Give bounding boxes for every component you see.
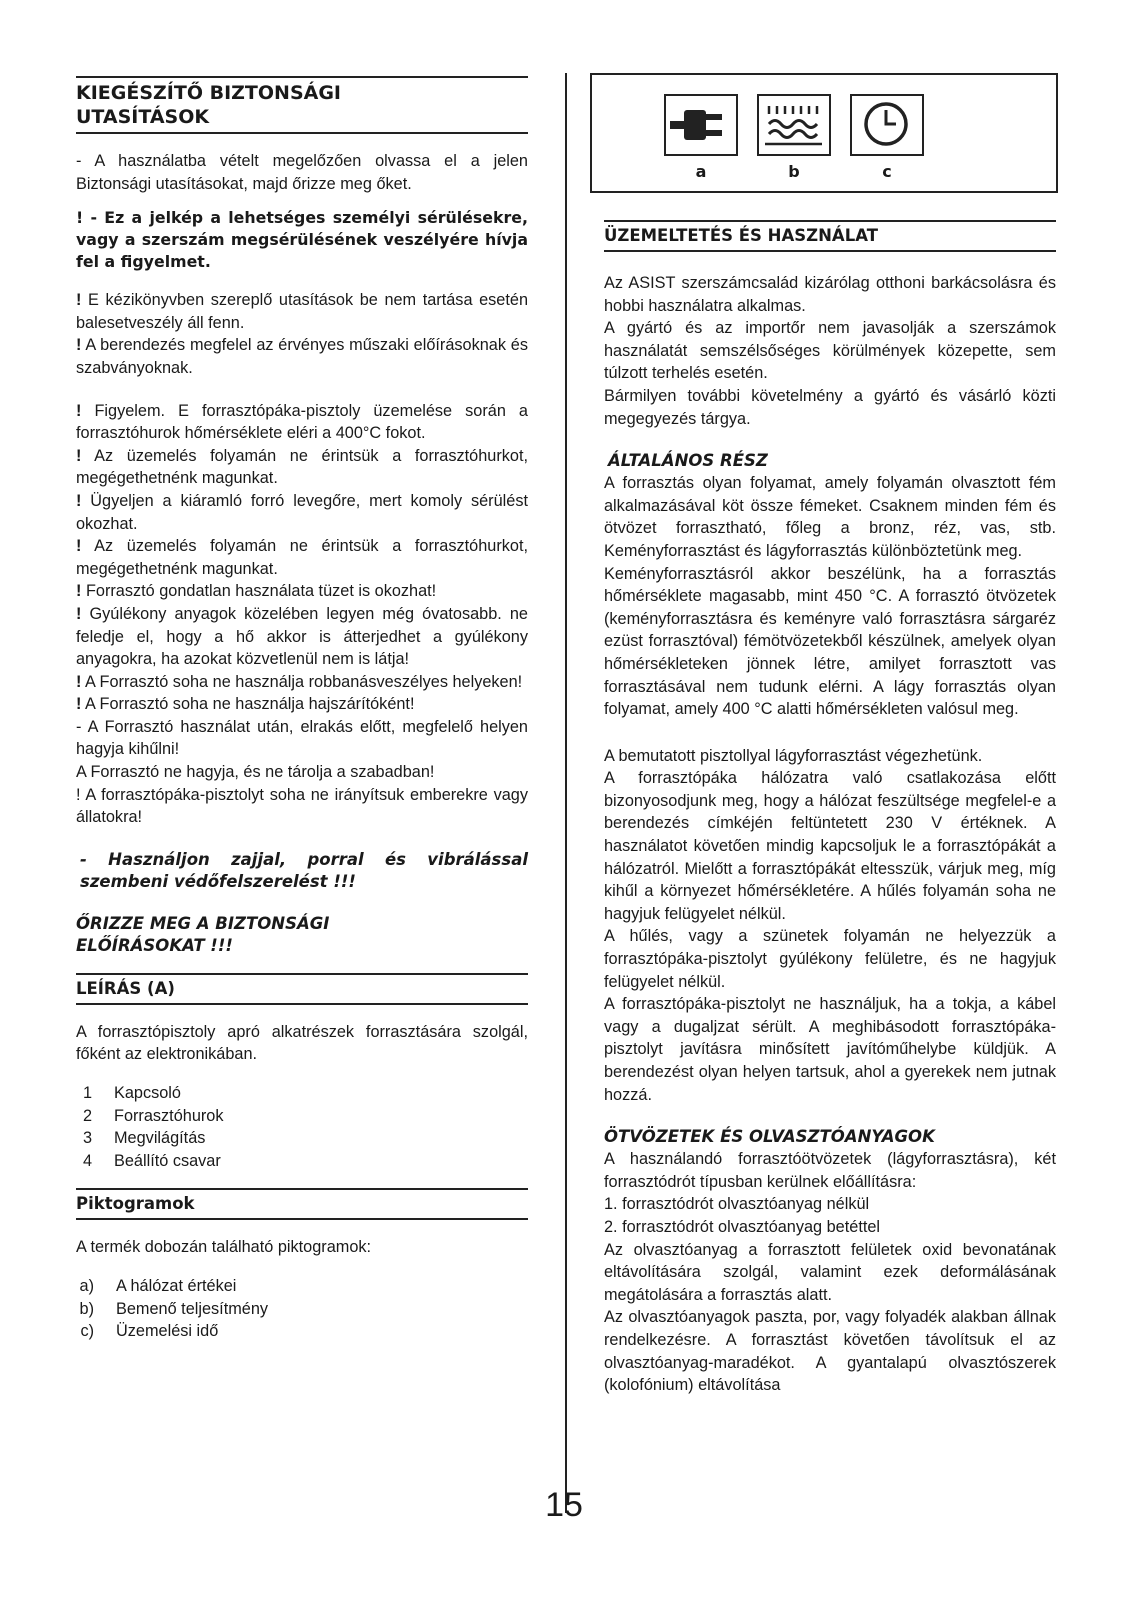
description-text: A forrasztópisztoly apró alkatrészek forrasztására szolgál, főként az elektronikában. [76,1022,528,1064]
part-item [76,1082,528,1105]
safety-note-text: A berendezés megfelel az érvényes műszaki előírásoknak és szabványoknak. [76,336,528,377]
pictograms-text: A termék dobozán található piktogramok: [76,1238,372,1257]
safety-note-text: ! A forrasztópáka-pisztolyt soha ne irányítsuk emberekre vagy állatokra! [76,785,528,827]
safety-note [76,535,528,580]
warning-mark: ! [76,491,82,510]
operation-paragraph: Az ASIST szerszámcsalád kizárólag otthoni barkácsolásra és hobbi használatra alkalmas. [604,274,1056,315]
safety-note [76,603,528,671]
warning-mark: ! [76,582,82,601]
safety-note-text: A Forrasztó soha ne használja hajszárítóként! [81,695,415,714]
usage-text [604,745,1056,1107]
pictogram-label-c: c [882,162,892,181]
part-item-marker: 4 [82,1151,92,1170]
general-paragraph: Keményforrasztásról akkor beszélünk, ha a forrasztás hőmérséklete magasabb, mint 450 °C. A forrasztó ötvözetek (keményforrasztásra és keményre való forrasztásra sárgaréz ezüst forrasztóval) fémötvözetekből készülnek, amelyek olyan hőmérsékleteken jönnek létre, amilyet forrasztott vas forrasztásával nem tudunk elérni. A lágy forrasztás olyan folyamat, amely 400 °C alatti hőmérsékleten valósul meg. [604,564,1056,719]
keep-instructions-line2: ELŐÍRÁSOKAT !!! [76,935,233,955]
warning-mark: ! [76,672,82,691]
safety-note [76,490,528,535]
safety-note [76,716,528,761]
safety-heading-line2: UTASÍTÁSOK [76,106,210,128]
safety-note [76,334,528,379]
pictograms-heading: Piktogramok [76,1188,528,1220]
safety-note-text: Gyúlékony anyagok közelében legyen még óvatosabb. ne feledje el, hogy a hő akkor is átterjedhet a gyúlékony anyagokra, ha azokat közvetlenül nem is látja! [76,604,528,669]
usage-paragraph: A forrasztópáka-pisztolyt ne használjuk, ha a tokja, a kábel vagy a dugaljzat sérült. A meghibásodott forrasztópáka-pisztolyt javításra minősített javítóműhelybe küldjük. A berendezést olyan helyen tartsuk, ahol a gyerekek nem jutnak hozzá. [604,995,1056,1104]
parts-list [76,1082,528,1172]
notes-group-b [76,400,528,829]
alloys-text [604,1239,1056,1397]
safety-note [76,289,528,334]
pictogram-figure [590,73,1058,193]
safety-note-text: Az üzemelés folyamán ne érintsük a forrasztóhurkot, megégethetnénk magunkat. [76,446,528,488]
pictogram-item [76,1298,528,1321]
safety-note-text: Forrasztó gondatlan használata tüzet is okozhat! [81,582,437,601]
safety-note [76,761,528,784]
safety-note [76,580,528,603]
pictogram-item-label: Bemenő teljesítmény [116,1299,269,1318]
right-column [604,220,1056,1397]
alloys-item-2: 2. forrasztódrót olvasztóanyag betéttel [604,1217,881,1236]
safety-note [76,693,528,716]
safety-note [76,671,528,694]
usage-paragraph: A forrasztópáka hálózatra való csatlakozása előtt bizonyosodjunk meg, hogy a hálózat feszültsége megfelel-e a berendezés címkéjén feltüntetett 230 V értéknek. A használatot követően mindig kapcsoljuk le a forrasztópákát a hálózatról. Mielőtt a forrasztópákát eltesszük, várjuk meg, míg kihűl a környezet hőmérsékletére. A hűlés folyamán soha ne hagyjuk felügyelet nélkül. [604,769,1056,923]
general-text [604,472,1056,721]
warning-mark: ! [76,446,82,465]
pictogram-label-a: a [695,162,707,181]
safety-heading [76,76,528,134]
warning-mark: ! [76,695,82,714]
safety-note [76,400,528,445]
column-divider [565,73,567,1513]
safety-note-text: A Forrasztó ne hagyja, és ne tárolja a szabadban! [76,763,435,782]
operation-text [604,272,1056,430]
operation-paragraph: Bármilyen további követelmény a gyártó és vásárló közti megegyezés tárgya. [604,386,1056,428]
pictogram-item-label: Üzemelési idő [116,1322,219,1341]
pictogram-item-marker: b) [79,1299,94,1318]
part-item-label: Megvilágítás [114,1129,206,1148]
safety-note-text: Figyelem. E forrasztópáka-pisztoly üzemelése során a forrasztóhurok hőmérséklete eléri a 400°C fokot. [76,401,528,443]
alloys-item-1: 1. forrasztódrót olvasztóanyag nélkül [604,1195,870,1214]
part-item-marker: 3 [82,1129,92,1148]
safety-note-text: A Forrasztó soha ne használja robbanásveszélyes helyeken! [81,672,523,691]
safety-note-text: Ügyeljen a kiáramló forró levegőre, mert komoly sérülést okozhat. [76,491,528,533]
part-item-label: Forrasztóhurok [114,1106,224,1125]
pictograms-list [76,1275,528,1343]
part-item-marker: 2 [82,1106,92,1125]
safety-heading-line1: KIEGÉSZÍTŐ BIZTONSÁGI [76,82,341,104]
part-item [76,1105,528,1128]
warning-mark: ! [76,336,82,355]
alloys-paragraph: Az olvasztóanyagok paszta, por, vagy folyadék alakban állnak rendelkezésre. A forrasztást követően távolítsuk el az olvasztóanyag-maradékot. A gyantalapú olvasztószerek (kolofónium) eltávolítása [604,1308,1056,1395]
pictogram-item-marker: a) [79,1277,94,1295]
pictogram-item-label: A hálózat értékei [116,1277,237,1295]
part-item [76,1127,528,1150]
safety-note-text: Az üzemelés folyamán ne érintsük a forrasztóhurkot, megégethetnénk magunkat. [76,537,528,578]
alloys-intro: A használandó forrasztóötvözetek (lágyforrasztásra), két forrasztódrót típusban kerülnek előállításra: [604,1150,1056,1191]
description-heading: LEÍRÁS (A) [76,973,528,1005]
pictogram-item-marker: c) [80,1322,94,1341]
warning-symbol-note: ! - Ez a jelkép a lehetséges személyi sérülésekre, vagy a szerszám megsérülésének veszélyére hívja fel a figyelmet. [76,208,528,272]
heating-coil-icon [757,94,831,156]
general-heading: ÁLTALÁNOS RÉSZ [608,451,768,471]
left-column [76,76,528,1343]
pictogram-item [76,1320,528,1343]
warning-mark: ! [76,291,82,310]
warning-mark: ! [76,401,82,420]
safety-note-text: E kézikönyvben szereplő utasítások be nem tartása esetén balesetveszély áll fenn. [76,291,528,332]
alloys-paragraph: Az olvasztóanyag a forrasztott felületek oxid bevonatának eltávolítására szolgál, valamint ezek deformálásának megátolására a forrasztás alatt. [604,1240,1056,1304]
page-number: 15 [545,1486,583,1524]
notes-group-a [76,289,528,379]
usage-paragraph: A bemutatott pisztollyal lágyforrasztást végezhetünk. [604,746,983,765]
general-paragraph: A forrasztás olyan folyamat, amely folyamán olvasztott fém alkalmazásával köt össze fémeket. Csaknem minden fém és ötvözet forrasztható, főleg a bronz, réz, vas, stb. Keményforrasztást és lágyforrasztás különböztetünk meg. [604,474,1056,560]
warning-mark: ! [76,604,82,623]
alloys-heading: ÖTVÖZETEK ÉS OLVASZTÓANYAGOK [604,1127,935,1147]
keep-instructions-line1: ŐRIZZE MEG A BIZTONSÁGI [76,913,330,933]
protective-equipment-note: - Használjon zajjal, porral és vibrálással szembeni védőfelszerelést !!! [80,849,528,891]
operation-paragraph: A gyártó és az importőr nem javasolják a szerszámok használatát semszélsőséges körülmények közepette, sem túlzott terhelés esetén. [604,319,1056,383]
part-item-marker: 1 [82,1084,92,1103]
part-item-label: Beállító csavar [114,1151,221,1170]
warning-mark: ! [76,537,82,556]
usage-paragraph: A hűlés, vagy a szünetek folyamán ne helyezzük a forrasztópáka-pisztolyt gyúlékony felületre, és ne hagyjuk felügyelet nélkül. [604,927,1056,991]
clock-icon [850,94,924,156]
safety-note [76,784,528,829]
part-item-label: Kapcsoló [114,1084,181,1103]
safety-note-text: - A Forrasztó használat után, elrakás előtt, megfelelő helyen hagyja kihűlni! [76,717,528,759]
plug-icon [664,94,738,156]
operation-heading: ÜZEMELTETÉS ÉS HASZNÁLAT [604,220,1056,252]
part-item [76,1150,528,1173]
safety-note [76,445,528,490]
pictogram-item [76,1275,528,1298]
pictogram-label-b: b [788,162,800,181]
intro-text: - A használatba vételt megelőzően olvassa el a jelen Biztonsági utasításokat, majd őrizze meg őket. [76,152,528,193]
